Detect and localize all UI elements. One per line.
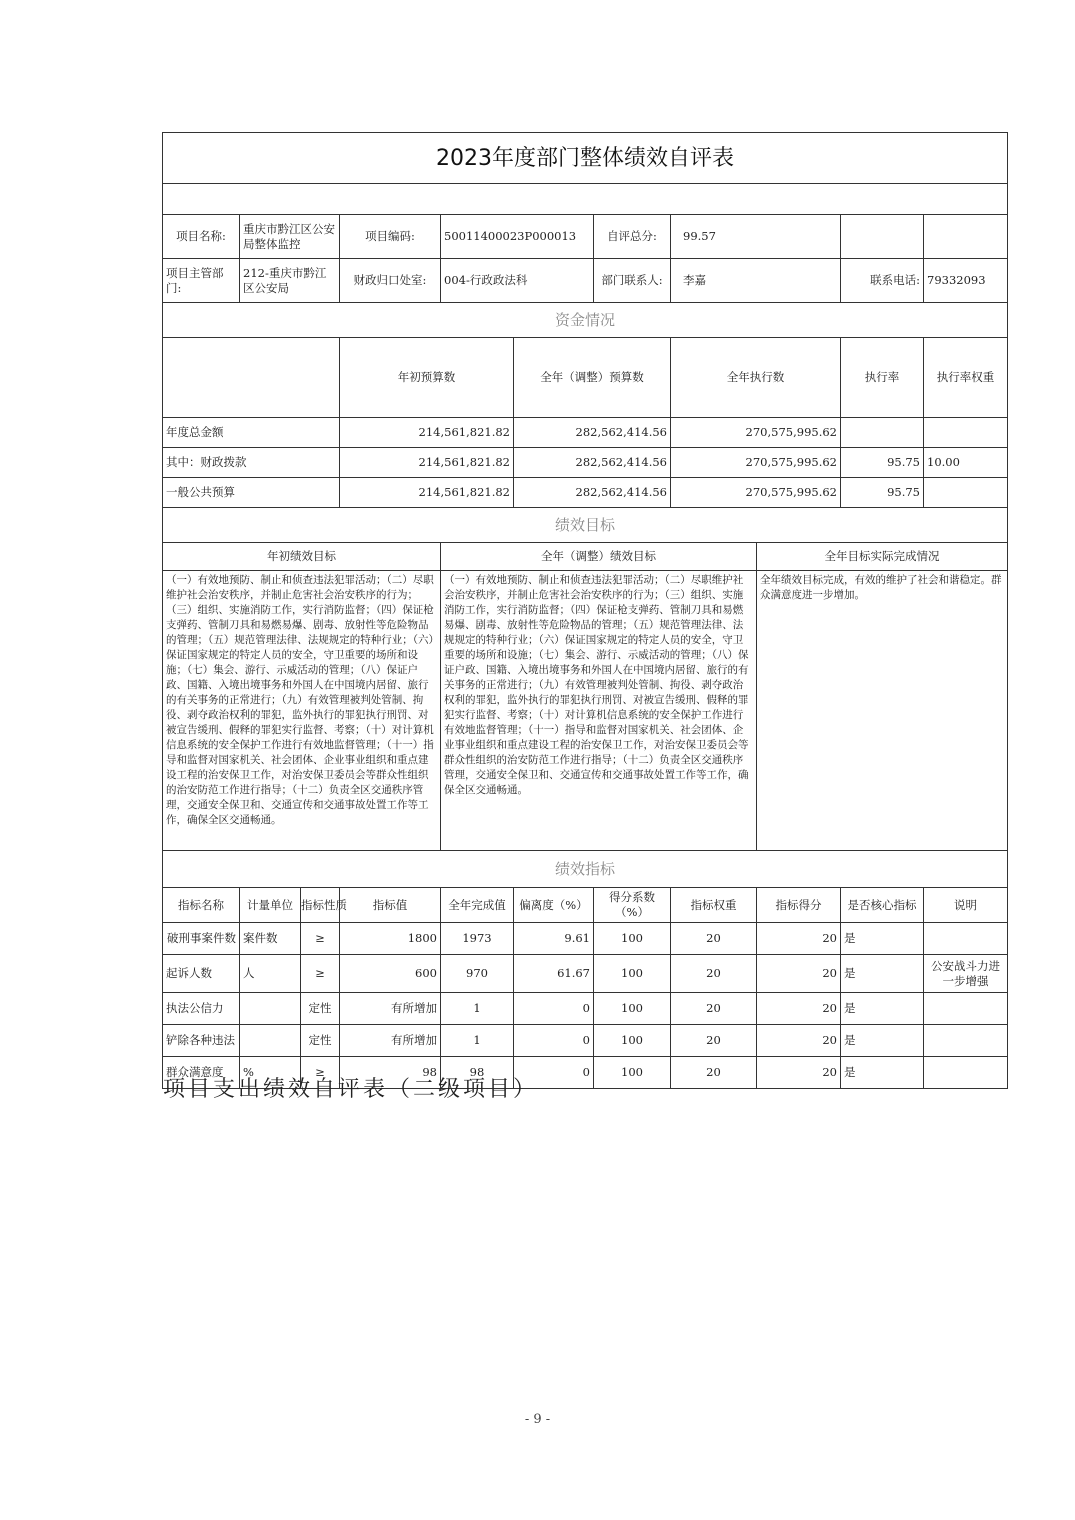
dept: 212-重庆市黔江区公安局	[240, 259, 340, 303]
indicator-unit	[240, 1025, 301, 1057]
adjusted-goals-text: （一）有效地预防、制止和侦查违法犯罪活动；（二）尽职维护社会治安秩序，并制止危害社会治安秩序的行为；（三）组织、实施消防工作，实行消防监督；（四）保证枪支弹药、管制刀具和易燃易爆、剧毒、放射性等危险物品的管理；（五）规范管理法律、法规规定的特种行业；（六）保证国家规定的特定人员的安全，守卫重要的场所和设施；（七）集会、游行、示威活动的管理；（八）保证户政、国籍、入境出境事务和外国人在中国境内居留、旅行的有关事务的正常进行；（九）有效管理被判处管制、拘役、剥夺政治权利的罪犯，监外执行的罪犯执行刑罚、对被宣告缓刑、假释的罪犯实行监督、考察；（十）对计算机信息系统的安全保护工作进行有效地监督管理；（十一）指导和监督对国家机关、社会团体、企业事业组织和重点建设工程的治安保卫工作，对治安保卫委员会等群众性组织的治安防范工作进行指导；（十二）负责全区交通秩序管理，交通安全保卫和、交通宣传和交通事故处置工作等工作，确保全区交通畅通。	[441, 571, 757, 851]
indicator-header: 计量单位	[240, 888, 301, 923]
funds-rate: 95.75	[841, 478, 924, 508]
indicator-deviation: 0	[514, 993, 594, 1025]
indicator-name: 起诉人数	[163, 955, 240, 993]
indicator-header: 偏离度（%）	[514, 888, 594, 923]
funds-rate	[841, 418, 924, 448]
funds-rate: 95.75	[841, 448, 924, 478]
indicators-section-title: 绩效指标	[163, 851, 1008, 888]
table-row	[163, 418, 1008, 448]
indicator-coef: 100	[594, 1025, 671, 1057]
indicator-coef: 100	[594, 1057, 671, 1089]
total-score: 99.57	[671, 215, 841, 259]
indicator-weight: 20	[671, 923, 757, 955]
indicator-value: 1800	[340, 923, 441, 955]
indicator-nature: 定性	[301, 993, 340, 1025]
indicator-deviation: 0	[514, 1057, 594, 1089]
indicator-coef: 100	[594, 923, 671, 955]
funds-initial: 214,561,821.82	[340, 478, 514, 508]
indicator-done: 98	[441, 1057, 514, 1089]
funds-weight	[924, 418, 1008, 448]
indicator-done: 1	[441, 993, 514, 1025]
funds-initial: 214,561,821.82	[340, 448, 514, 478]
contact: 李嘉	[671, 259, 841, 303]
goals-header: 全年（调整）绩效目标	[441, 543, 757, 571]
table-row	[163, 1025, 1008, 1057]
funds-header: 年初预算数	[340, 338, 514, 418]
goals-header: 年初绩效目标	[163, 543, 441, 571]
indicator-header: 全年完成值	[441, 888, 514, 923]
phone: 79332093	[924, 259, 1008, 303]
indicator-score: 20	[757, 1025, 841, 1057]
actual-completion-text: 全年绩效目标完成，有效的维护了社会和谐稳定。群众满意度进一步增加。	[757, 571, 1008, 851]
indicator-value: 98	[340, 1057, 441, 1089]
initial-goals-text: （一）有效地预防、制止和侦查违法犯罪活动；（二）尽职维护社会治安秩序，并制止危害社会治安秩序的行为；（三）组织、实施消防工作，实行消防监督；（四）保证枪支弹药、管制刀具和易燃易爆、剧毒、放射性等危险物品的管理；（五）规范管理法律、法规规定的特种行业；（六）保证国家规定的特定人员的安全，守卫重要的场所和设施；（七）集会、游行、示威活动的管理；（八）保证户政、国籍、入境出境事务和外国人在中国境内居留、旅行的有关事务的正常进行；（九）有效管理被判处管制、拘役、剥夺政治权利的罪犯，监外执行的罪犯执行刑罚、对被宣告缓刑、假释的罪犯实行监督、考察；（十）对计算机信息系统的安全保护工作进行有效地监督管理；（十一）指导和监督对国家机关、社会团体、企业事业组织和重点建设工程的治安保卫工作，对治安保卫委员会等群众性组织的治安防范工作进行指导；（十二）负责全区交通秩序管理，交通安全保卫和、交通宣传和交通事故处置工作等工作，确保全区交通畅通。	[163, 571, 441, 851]
indicator-coef: 100	[594, 993, 671, 1025]
performance-table	[162, 132, 1008, 1089]
indicator-name: 铲除各种违法	[163, 1025, 240, 1057]
indicator-score: 20	[757, 993, 841, 1025]
indicator-weight: 20	[671, 1025, 757, 1057]
empty-cell	[924, 215, 1008, 259]
indicator-weight: 20	[671, 993, 757, 1025]
funds-header: 执行率权重	[924, 338, 1008, 418]
goals-header: 全年目标实际完成情况	[757, 543, 1008, 571]
indicator-name: 破刑事案件数	[163, 923, 240, 955]
indicator-nature: ≥	[301, 923, 340, 955]
subtitle: 项目支出绩效自评表（二级项目）	[163, 1077, 539, 1102]
indicator-score: 20	[757, 923, 841, 955]
indicator-core: 是	[841, 1025, 924, 1057]
indicator-nature: ≥	[301, 1057, 340, 1089]
indicator-header: 是否核心指标	[841, 888, 924, 923]
funds-row-name: 一般公共预算	[163, 478, 340, 508]
funds-initial: 214,561,821.82	[340, 418, 514, 448]
project-name-label: 项目名称:	[163, 215, 240, 259]
indicator-core: 是	[841, 955, 924, 993]
indicator-header: 指标权重	[671, 888, 757, 923]
indicator-deviation: 61.67	[514, 955, 594, 993]
indicator-header: 指标值	[340, 888, 441, 923]
indicator-header: 说明	[924, 888, 1008, 923]
table-row	[163, 923, 1008, 955]
indicator-note: 公安战斗力进一步增强	[924, 955, 1008, 993]
indicator-done: 1	[441, 1025, 514, 1057]
indicator-header: 指标得分	[757, 888, 841, 923]
blank-row	[163, 184, 1008, 215]
indicator-unit: %	[240, 1057, 301, 1089]
funds-adjusted: 282,562,414.56	[514, 418, 671, 448]
indicator-unit: 人	[240, 955, 301, 993]
funds-weight	[924, 478, 1008, 508]
funds-header: 执行率	[841, 338, 924, 418]
table-row	[163, 478, 1008, 508]
project-code: 50011400023P000013	[441, 215, 594, 259]
project-name: 重庆市黔江区公安局整体监控	[240, 215, 340, 259]
funds-weight: 10.00	[924, 448, 1008, 478]
indicator-score: 20	[757, 1057, 841, 1089]
indicator-header: 指标名称	[163, 888, 240, 923]
funds-executed: 270,575,995.62	[671, 418, 841, 448]
indicator-nature: 定性	[301, 1025, 340, 1057]
indicator-core: 是	[841, 993, 924, 1025]
indicator-note	[924, 1057, 1008, 1089]
indicator-note	[924, 1025, 1008, 1057]
indicator-score: 20	[757, 955, 841, 993]
funds-header: 全年执行数	[671, 338, 841, 418]
indicator-core: 是	[841, 923, 924, 955]
office-label: 财政归口处室:	[340, 259, 441, 303]
funds-header: 全年（调整）预算数	[514, 338, 671, 418]
indicator-value: 有所增加	[340, 1025, 441, 1057]
indicator-note	[924, 993, 1008, 1025]
indicator-value: 有所增加	[340, 993, 441, 1025]
empty-cell	[841, 215, 924, 259]
indicator-weight: 20	[671, 1057, 757, 1089]
table-row	[163, 955, 1008, 993]
funds-executed: 270,575,995.62	[671, 448, 841, 478]
indicator-note	[924, 923, 1008, 955]
table-row	[163, 448, 1008, 478]
funds-section-title: 资金情况	[163, 303, 1008, 338]
indicator-core: 是	[841, 1057, 924, 1089]
page-title: 2023年度部门整体绩效自评表	[163, 133, 1008, 184]
funds-row-name: 其中：财政拨款	[163, 448, 340, 478]
funds-adjusted: 282,562,414.56	[514, 448, 671, 478]
indicator-name: 执法公信力	[163, 993, 240, 1025]
indicator-header: 指标性质	[301, 888, 340, 923]
project-code-label: 项目编码:	[340, 215, 441, 259]
indicator-nature: ≥	[301, 955, 340, 993]
indicator-coef: 100	[594, 955, 671, 993]
contact-label: 部门联系人:	[594, 259, 671, 303]
indicator-deviation: 9.61	[514, 923, 594, 955]
indicator-value: 600	[340, 955, 441, 993]
office: 004-行政政法科	[441, 259, 594, 303]
table-row	[163, 993, 1008, 1025]
dept-label: 项目主管部门:	[163, 259, 240, 303]
funds-adjusted: 282,562,414.56	[514, 478, 671, 508]
indicator-header: 得分系数（%）	[594, 888, 671, 923]
goals-section-title: 绩效目标	[163, 508, 1008, 543]
indicator-deviation: 0	[514, 1025, 594, 1057]
indicator-name: 群众满意度	[163, 1057, 240, 1089]
page-number: - 9 -	[524, 1412, 551, 1427]
indicator-unit	[240, 993, 301, 1025]
phone-label: 联系电话:	[841, 259, 924, 303]
indicator-unit: 案件数	[240, 923, 301, 955]
indicator-done: 970	[441, 955, 514, 993]
funds-header-blank	[163, 338, 340, 418]
score-label: 自评总分:	[594, 215, 671, 259]
funds-executed: 270,575,995.62	[671, 478, 841, 508]
indicator-done: 1973	[441, 923, 514, 955]
indicator-weight: 20	[671, 955, 757, 993]
funds-row-name: 年度总金额	[163, 418, 340, 448]
